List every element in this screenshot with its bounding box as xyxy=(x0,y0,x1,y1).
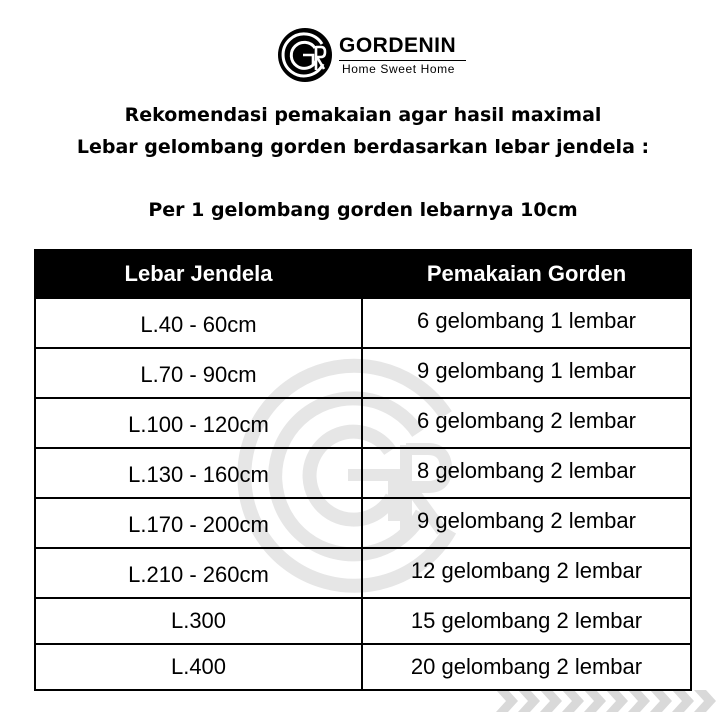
table-row xyxy=(35,598,691,644)
curtain-usage-cell: 15 gelombang 2 lembar xyxy=(362,598,691,644)
brand-tagline: Home Sweet Home xyxy=(342,62,456,76)
column-header-curtain-usage: Pemakaian Gorden xyxy=(362,250,691,298)
table-row xyxy=(35,548,691,598)
window-width-cell: L.400 xyxy=(35,644,362,690)
window-width-cell: L.130 - 160cm xyxy=(35,448,362,498)
window-width-cell: L.100 - 120cm xyxy=(35,398,362,448)
table-row xyxy=(35,498,691,548)
headline-width-basis: Lebar gelombang gorden berdasarkan lebar jendela : xyxy=(76,136,650,158)
curtain-usage-cell: 6 gelombang 1 lembar xyxy=(362,298,691,348)
window-width-cell: L.210 - 260cm xyxy=(35,548,362,598)
column-header-window-width: Lebar Jendela xyxy=(35,250,362,298)
window-width-cell: L.170 - 200cm xyxy=(35,498,362,548)
curtain-usage-cell: 8 gelombang 2 lembar xyxy=(362,448,691,498)
curtain-usage-cell: 12 gelombang 2 lembar xyxy=(362,548,691,598)
table-row xyxy=(35,298,691,348)
curtain-usage-cell: 6 gelombang 2 lembar xyxy=(362,398,691,448)
curtain-usage-cell: 20 gelombang 2 lembar xyxy=(362,644,691,690)
table-row xyxy=(35,348,691,398)
chevron-decoration-icon xyxy=(496,690,726,712)
recommendation-table xyxy=(34,249,692,691)
window-width-cell: L.300 xyxy=(35,598,362,644)
brand-name: GORDENIN xyxy=(339,34,457,57)
headline-recommendation: Rekomendasi pemakaian agar hasil maximal xyxy=(124,104,602,126)
gordenin-logo-icon xyxy=(276,26,334,84)
brand-logo xyxy=(276,26,466,84)
window-width-cell: L.70 - 90cm xyxy=(35,348,362,398)
table-row xyxy=(35,398,691,448)
curtain-usage-cell: 9 gelombang 1 lembar xyxy=(362,348,691,398)
table-row xyxy=(35,644,691,690)
headline-wave-width: Per 1 gelombang gorden lebarnya 10cm xyxy=(148,199,578,221)
table-row xyxy=(35,448,691,498)
window-width-cell: L.40 - 60cm xyxy=(35,298,362,348)
table-header-row xyxy=(35,250,691,298)
curtain-usage-cell: 9 gelombang 2 lembar xyxy=(362,498,691,548)
